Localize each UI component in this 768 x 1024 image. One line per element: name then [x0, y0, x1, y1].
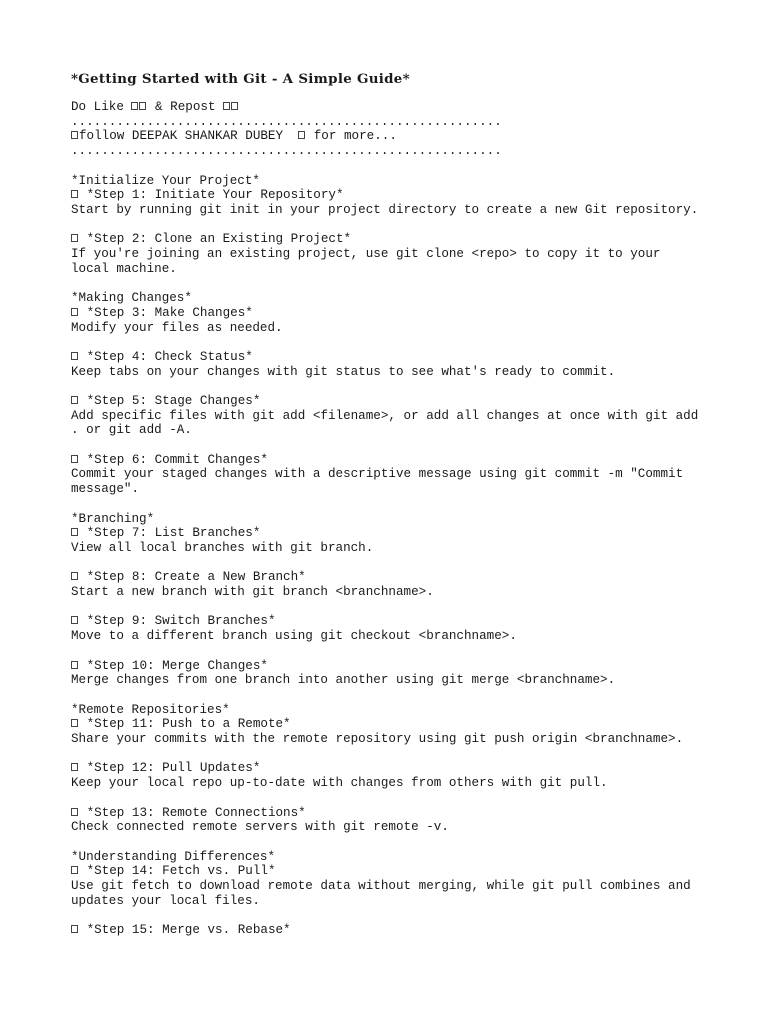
doc-title: *Getting Started with Git - A Simple Guide*	[71, 71, 410, 87]
emoji-placeholder-icon	[71, 131, 78, 139]
step-body: Add specific files with git add <filename>, or add all changes at once with git add . or git add -A.	[71, 408, 699, 438]
step-body: Keep your local repo up-to-date with changes from others with git pull.	[71, 776, 608, 791]
step-title: *Step 7: List Branches*	[71, 526, 711, 541]
step-body: Start a new branch with git branch <branchname>.	[71, 585, 434, 600]
section-heading: *Remote Repositories*	[71, 702, 230, 717]
like-repost-line	[71, 100, 711, 115]
dotted-divider: .........................................................	[71, 144, 502, 159]
step-title: *Step 5: Stage Changes*	[71, 394, 711, 409]
step-title: *Step 3: Make Changes*	[71, 306, 711, 321]
step-title: *Step 15: Merge vs. Rebase*	[71, 923, 711, 938]
bullet-icon	[71, 234, 78, 242]
document-page	[71, 70, 711, 938]
bullet-icon	[71, 808, 78, 816]
bullet-icon	[71, 866, 78, 874]
step-title: *Step 6: Commit Changes*	[71, 453, 711, 468]
for-more-text: for more...	[313, 129, 397, 144]
step-title: *Step 11: Push to a Remote*	[71, 717, 711, 732]
bullet-icon	[71, 455, 78, 463]
section-heading: *Initialize Your Project*	[71, 173, 260, 188]
follow-line	[71, 129, 711, 144]
step-title: *Step 14: Fetch vs. Pull*	[71, 864, 711, 879]
step-title: *Step 12: Pull Updates*	[71, 761, 711, 776]
emoji-placeholder-icon	[223, 102, 230, 110]
step-title: *Step 9: Switch Branches*	[71, 614, 711, 629]
bullet-icon	[71, 396, 78, 404]
bullet-icon	[71, 190, 78, 198]
bullet-icon	[71, 763, 78, 771]
step-body: Start by running git init in your project directory to create a new Git repository.	[71, 202, 699, 217]
step-body: If you're joining an existing project, use git clone <repo> to copy it to your local machine.	[71, 247, 661, 276]
bullet-icon	[71, 352, 78, 360]
bullet-icon	[71, 719, 78, 727]
emoji-placeholder-icon	[131, 102, 138, 110]
step-body: Modify your files as needed.	[71, 320, 283, 335]
bullet-icon	[71, 528, 78, 536]
bullet-icon	[71, 616, 78, 624]
follow-text: follow DEEPAK SHANKAR DUBEY	[79, 129, 284, 144]
emoji-placeholder-icon	[231, 102, 238, 110]
step-body: Share your commits with the remote repository using git push origin <branchname>.	[71, 732, 684, 747]
step-title: *Step 13: Remote Connections*	[71, 806, 711, 821]
step-body: View all local branches with git branch.	[71, 540, 374, 555]
emoji-placeholder-icon	[298, 131, 305, 139]
step-body: Commit your staged changes with a descriptive message using git commit -m "Commit message".	[71, 467, 684, 497]
step-body: Merge changes from one branch into another using git merge <branchname>.	[71, 673, 616, 688]
emoji-placeholder-icon	[139, 102, 146, 110]
section-heading: *Understanding Differences*	[71, 849, 276, 864]
bullet-icon	[71, 308, 78, 316]
step-title: *Step 2: Clone an Existing Project*	[71, 232, 711, 247]
step-body: Move to a different branch using git checkout <branchname>.	[71, 629, 517, 644]
step-title: *Step 10: Merge Changes*	[71, 659, 711, 674]
bullet-icon	[71, 661, 78, 669]
step-title: *Step 1: Initiate Your Repository*	[71, 188, 711, 203]
step-body: Check connected remote servers with git remote -v.	[71, 820, 449, 835]
bullet-icon	[71, 572, 78, 580]
step-body: Keep tabs on your changes with git status to see what's ready to commit.	[71, 364, 616, 379]
section-heading: *Branching*	[71, 511, 155, 526]
step-title: *Step 8: Create a New Branch*	[71, 570, 711, 585]
repost-text: & Repost	[155, 100, 216, 114]
bullet-icon	[71, 925, 78, 933]
step-title: *Step 4: Check Status*	[71, 350, 711, 365]
step-body: Use git fetch to download remote data without merging, while git pull combines and updates your local files.	[71, 879, 691, 908]
dotted-divider: .........................................................	[71, 114, 502, 129]
do-like-text: Do Like	[71, 100, 124, 114]
section-heading: *Making Changes*	[71, 291, 192, 306]
